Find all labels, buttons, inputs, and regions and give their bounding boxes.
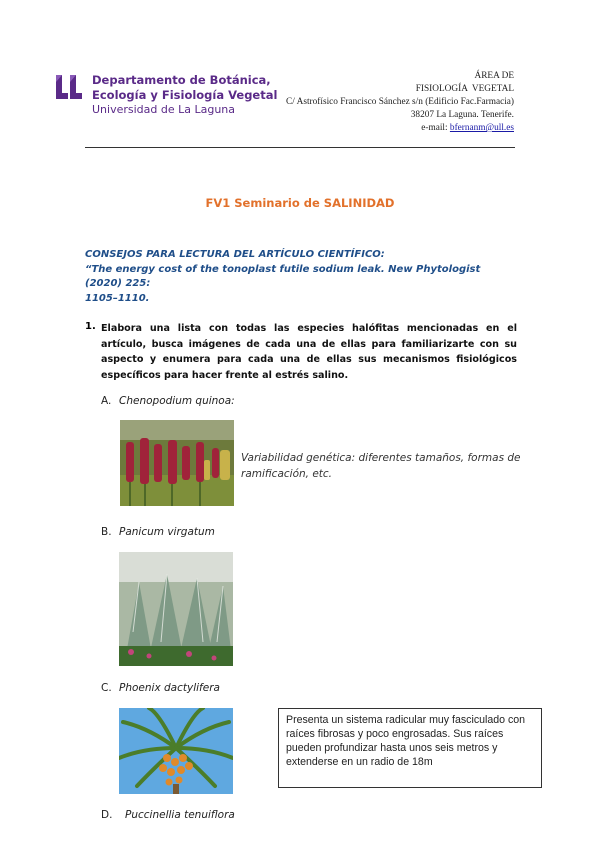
reading-advice (85, 248, 515, 306)
address-email-line (286, 122, 514, 135)
species-name: Panicum virgatum (119, 526, 215, 538)
species-letter: D. (101, 809, 113, 821)
department-name (92, 73, 277, 103)
species-label-c (101, 682, 220, 694)
address-block (286, 70, 514, 135)
address-line-3: C/ Astrofísico Francisco Sánchez s/n (Edificio Fac.Farmacia) (286, 97, 514, 107)
species-letter: C. (101, 682, 112, 694)
date-palm-photo (119, 708, 233, 794)
page-title: FV1 Seminario de SALINIDAD (205, 196, 395, 210)
date-palm-note-box: Presenta un sistema radicular muy fasciculado con raíces fibrosas y poco engrosadas. Sus raíces pueden profundizar hasta unos seis metros y extenderse en un radio de 18m (278, 708, 542, 788)
dept-line-2: Ecología y Fisiología Vegetal (92, 88, 278, 102)
species-label-d (101, 809, 235, 821)
dept-line-1: Departamento de Botánica, (92, 73, 271, 87)
question-text: Elabora una lista con todas las especies halófitas mencionadas en el artículo, busca imágenes de cada una de ellas para familiarizarte con su aspecto y enumera para cada una de ellas sus mecanismos fisiológicos específicos para hacer frente al estrés salino. (101, 323, 517, 381)
quinoa-note: Variabilidad genética: diferentes tamaños, formas de ramificación, etc. (241, 452, 521, 480)
quinoa-photo (120, 420, 234, 506)
species-label-a (101, 395, 235, 407)
article-citation: “The energy cost of the tonoplast futile sodium leak. New Phytologist (2020) 225: (85, 263, 481, 289)
email-link[interactable]: bfernanm@ull.es (449, 123, 514, 133)
university-name: Universidad de La Laguna (92, 103, 236, 116)
species-letter: A. (101, 395, 112, 407)
species-name: Chenopodium quinoa: (119, 395, 235, 407)
email-label: e-mail: (421, 123, 448, 133)
species-label-b (101, 526, 215, 538)
question-number: 1. (85, 321, 96, 332)
advice-heading: CONSEJOS PARA LECTURA DEL ARTÍCULO CIENTÍFICO: (85, 249, 385, 260)
species-name: Phoenix dactylifera (119, 682, 220, 694)
header-divider (85, 147, 515, 148)
species-letter: B. (101, 526, 112, 538)
species-name: Puccinellia tenuiflora (125, 809, 235, 821)
address-line-2: FISIOLOGÍA VEGETAL (415, 84, 514, 94)
article-citation-pages: 1105–1110. (85, 292, 150, 304)
panicum-photo (119, 552, 233, 666)
ull-logo-icon (54, 73, 84, 99)
address-line-4: 38207 La Laguna. Tenerife. (410, 110, 514, 120)
address-line-1: ÁREA DE (474, 71, 514, 81)
